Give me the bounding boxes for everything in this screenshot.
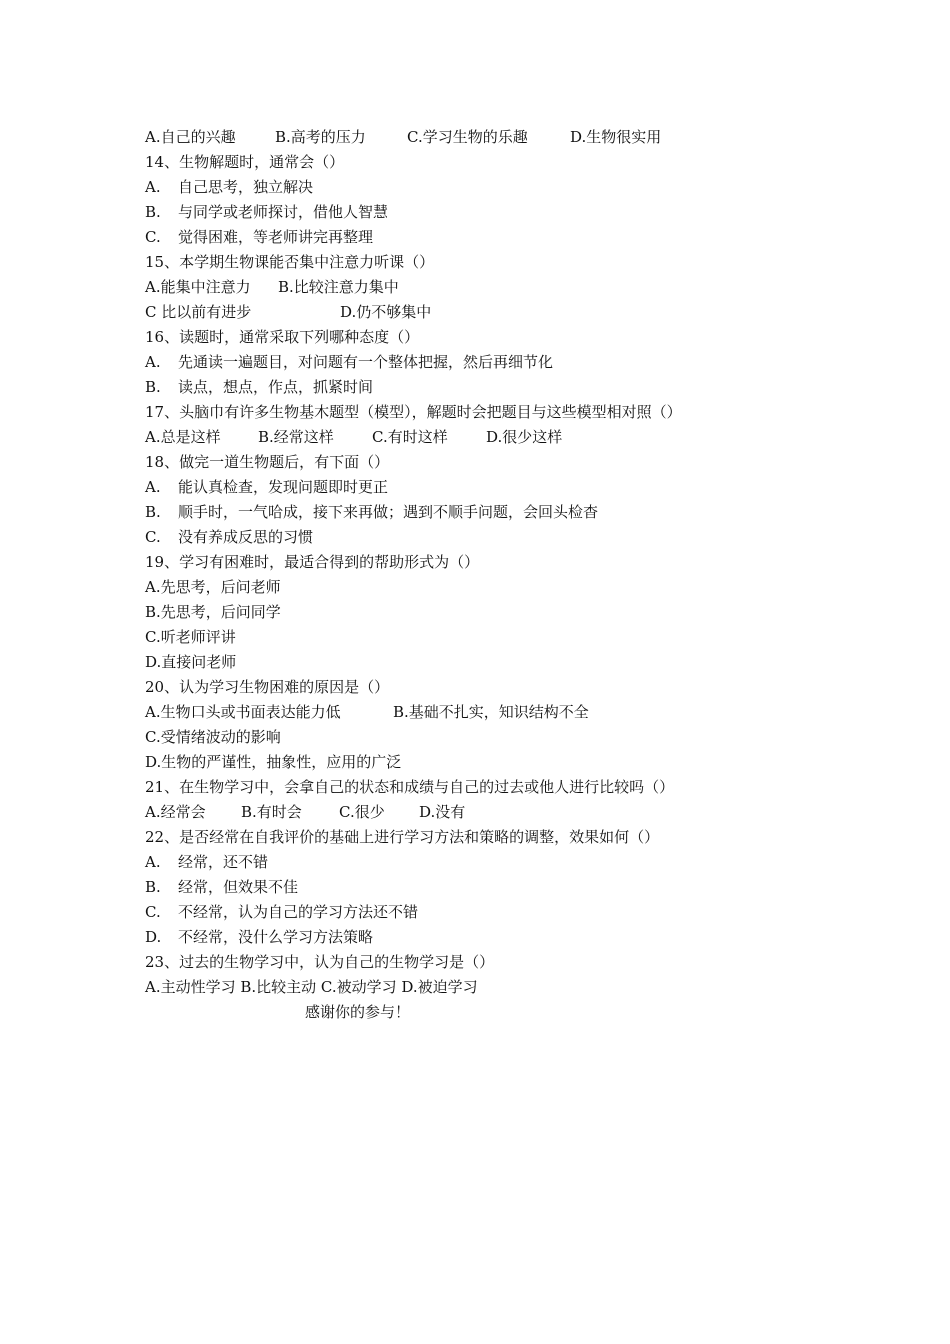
q21-question: 21、在生物学习中，会拿自己的状态和成绩与自己的过去或他人进行比较吗（） (145, 778, 675, 796)
q16-question: 16、读题时，通常采取下列哪种态度（） (145, 328, 420, 346)
q18-option-c-label: C. (145, 528, 161, 546)
q23-options-line: A.主动性学习 B.比较主动 C.被动学习 D.被迫学习 (145, 978, 478, 996)
q19-option-c: C.听老师评讲 (145, 628, 236, 646)
q14-question: 14、生物解题时，通常会（） (145, 153, 345, 171)
q22-option-b-text: 经常，但效果不佳 (178, 878, 299, 896)
q15-option-a: A.能集中注意力 (145, 278, 251, 296)
q13-option-d: D.生物很实用 (570, 128, 662, 146)
q20-option-c: C.受情绪波动的影响 (145, 728, 281, 746)
q21-option-a: A.经常会 (145, 803, 206, 821)
q22-question: 22、是否经常在自我评价的基础上进行学习方法和策略的调整，效果如何（） (145, 828, 660, 846)
q16-option-b-label: B. (145, 378, 161, 396)
q14-option-b-text: 与同学或老师探讨，借他人智慧 (178, 203, 389, 221)
q15-option-b: B.比较注意力集中 (278, 278, 399, 296)
q15-option-c: C 比以前有进步 (145, 303, 252, 321)
q22-option-c-label: C. (145, 903, 161, 921)
q14-option-c-label: C. (145, 228, 161, 246)
q16-option-b-text: 读点，想点，作点，抓紧时间 (178, 378, 374, 396)
q18-question: 18、做完一道生物题后，有下面（） (145, 453, 390, 471)
q15-question: 15、本学期生物课能否集中注意力听课（） (145, 253, 435, 271)
q20-option-b: B.基础不扎实，知识结构不全 (393, 703, 589, 721)
q18-option-c-text: 没有养成反思的习惯 (178, 528, 314, 546)
q23-question: 23、过去的生物学习中，认为自己的生物学习是（） (145, 953, 495, 971)
q20-question: 20、认为学习生物困难的原因是（） (145, 678, 390, 696)
q16-option-a-label: A. (145, 353, 161, 371)
closing-text: 感谢你的参与！ (305, 1003, 411, 1021)
q17-question: 17、头脑巾有许多生物基木题型（模型），解题时会把题目与这些模型相对照（） (145, 403, 682, 421)
q19-question: 19、学习有困难时，最适合得到的帮助形式为（） (145, 553, 480, 571)
q18-option-a-label: A. (145, 478, 161, 496)
q22-option-d-label: D. (145, 928, 162, 946)
q20-option-d: D.生物的严谨性，抽象性，应用的广泛 (145, 753, 402, 771)
q19-option-d: D.直接问老师 (145, 653, 237, 671)
q17-option-a: A.总是这样 (145, 428, 221, 446)
q15-option-d: D.仍不够集中 (340, 303, 432, 321)
q14-option-a-label: A. (145, 178, 161, 196)
q22-option-d-text: 不经常，没什么学习方法策略 (178, 928, 374, 946)
q17-option-d: D.很少这样 (486, 428, 563, 446)
q14-option-a-text: 自己思考，独立解决 (178, 178, 314, 196)
q18-option-b-text: 顺手时，一气哈成，接下来再做；遇到不顺手问题，会回头检杳 (178, 503, 599, 521)
q13-option-a: A.自己的兴趣 (145, 128, 236, 146)
q20-option-a: A.生物口头或书面表达能力低 (145, 703, 341, 721)
q17-option-b: B.经常这样 (258, 428, 334, 446)
q18-option-a-text: 能认真检查，发现问题即时更正 (178, 478, 389, 496)
q21-option-c: C.很少 (339, 803, 385, 821)
q22-option-c-text: 不经常，认为自己的学习方法还不错 (178, 903, 419, 921)
q19-option-a: A.先思考，后问老师 (145, 578, 281, 596)
q18-option-b-label: B. (145, 503, 161, 521)
q21-option-d: D.没有 (419, 803, 466, 821)
q14-option-b-label: B. (145, 203, 161, 221)
q16-option-a-text: 先通读一遍题目，对问题有一个整体把握，然后再细节化 (178, 353, 554, 371)
q13-option-c: C.学习生物的乐趣 (407, 128, 528, 146)
q22-option-a-text: 经常，还不错 (178, 853, 269, 871)
q21-option-b: B.有时会 (241, 803, 302, 821)
q14-option-c-text: 觉得困难，等老师讲完再整理 (178, 228, 374, 246)
q22-option-a-label: A. (145, 853, 161, 871)
q13-option-b: B.高考的压力 (275, 128, 366, 146)
q22-option-b-label: B. (145, 878, 161, 896)
q17-option-c: C.有时这样 (372, 428, 448, 446)
q19-option-b: B.先思考，后问同学 (145, 603, 281, 621)
